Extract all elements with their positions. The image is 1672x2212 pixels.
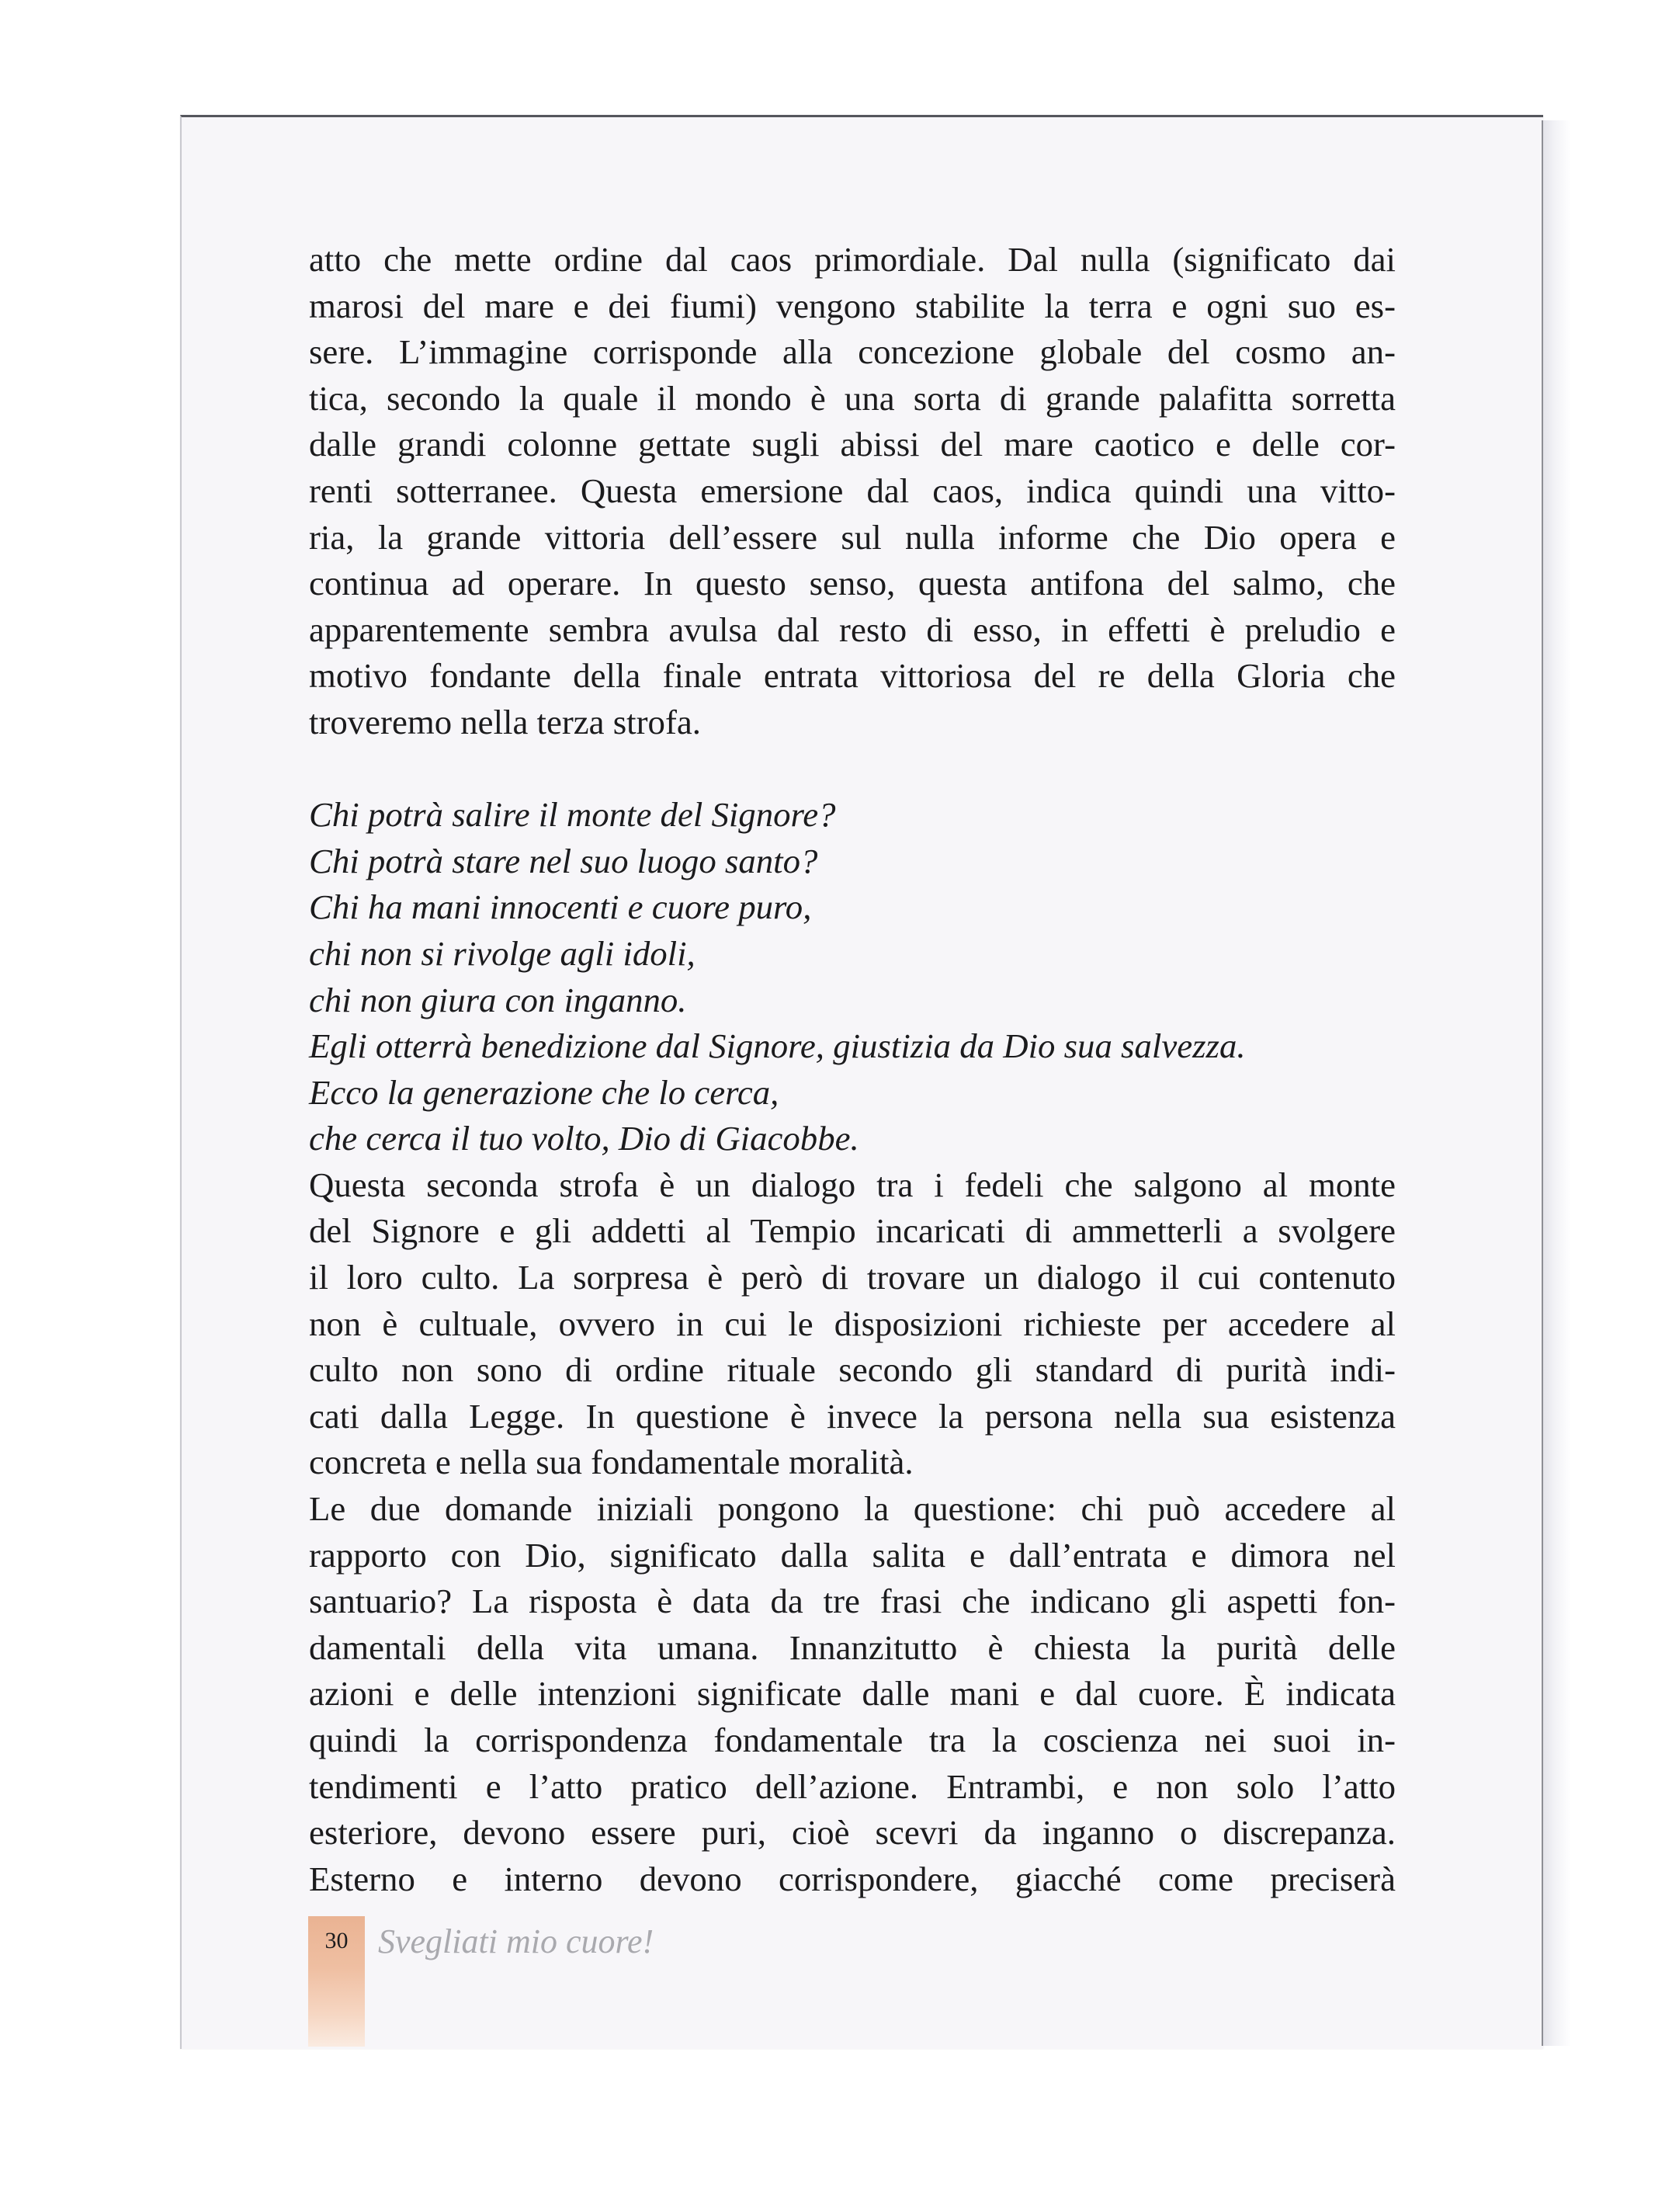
text-line: del Signore e gli addetti al Tempio incaricati di ammetterli a svolgere — [309, 1211, 1396, 1251]
text-line: sere. L’immagine corrisponde alla concezione globale del cosmo an- — [309, 332, 1396, 372]
text-line: Esterno e interno devono corrispondere, giacché come preciserà — [309, 1859, 1396, 1898]
psalm-verse-line: Chi potrà stare nel suo luogo santo? — [309, 841, 818, 880]
paragraph-gap — [309, 746, 1396, 793]
running-title: Svegliati mio cuore! — [378, 1922, 654, 1960]
text-line: dalle grandi colonne gettate sugli abissi del mare caotico e delle cor- — [309, 425, 1396, 464]
psalm-verse-line: Ecco la generazione che lo cerca, — [309, 1072, 779, 1112]
text-line: culto non sono di ordine rituale secondo gli standard di purità indi- — [309, 1350, 1396, 1390]
text-line: renti sotterranee. Questa emersione dal caos, indica quindi una vitto- — [309, 471, 1396, 510]
text-line: cati dalla Legge. In questione è invece la persona nella sua esistenza — [309, 1396, 1396, 1436]
text-line: damentali della vita umana. Innanzitutto è chiesta la purità delle — [309, 1627, 1396, 1667]
text-line: concreta e nella sua fondamentale moralità. — [309, 1443, 914, 1482]
text-line: apparentemente sembra avulsa dal resto di esso, in effetti è preludio e — [309, 609, 1396, 649]
psalm-verse-line: Egli otterrà benedizione dal Signore, giustizia da Dio sua salvezza. — [309, 1026, 1246, 1066]
text-line: motivo fondante della finale entrata vittoriosa del re della Gloria che — [309, 656, 1396, 696]
psalm-verse-line: chi non giura con inganno. — [309, 980, 687, 1019]
text-line: marosi del mare e dei fiumi) vengono stabilite la terra e ogni suo es- — [309, 286, 1396, 325]
text-line: azioni e delle intenzioni significate dalle mani e dal cuore. È indicata — [309, 1674, 1396, 1714]
text-line: tica, secondo la quale il mondo è una sorta di grande palafitta sorretta — [309, 378, 1396, 418]
psalm-verse-line: che cerca il tuo volto, Dio di Giacobbe. — [309, 1119, 859, 1158]
page-number: 30 — [324, 1928, 349, 1953]
text-line: atto che mette ordine dal caos primordiale. Dal nulla (significato dai — [309, 240, 1396, 279]
page-edge-shadow — [1542, 120, 1571, 2046]
text-line: ria, la grande vittoria dell’essere sul nulla informe che Dio opera e — [309, 517, 1396, 557]
text-line: quindi la corrispondenza fondamentale tra la coscienza nei suoi in- — [309, 1721, 1396, 1759]
body-text — [309, 237, 1396, 1902]
text-line: troveremo nella terza strofa. — [309, 702, 701, 741]
text-line: tendimenti e l’atto pratico dell’azione. Entrambi, e non solo l’atto — [309, 1766, 1396, 1806]
text-line: continua ad operare. In questo senso, questa antifona del salmo, che — [309, 564, 1396, 603]
text-line: santuario? La risposta è data da tre frasi che indicano gli aspetti fon- — [309, 1582, 1396, 1621]
psalm-verse-line: Chi ha mani innocenti e cuore puro, — [309, 887, 812, 927]
psalm-verse-line: chi non si rivolge agli idoli, — [309, 933, 696, 973]
text-line: rapporto con Dio, significato dalla salita e dall’entrata e dimora nel — [309, 1535, 1396, 1575]
text-line: non è cultuale, ovvero in cui le disposizioni richieste per accedere al — [309, 1304, 1396, 1343]
text-line: esteriore, devono essere puri, cioè scevri da inganno o discrepanza. — [309, 1813, 1396, 1853]
text-line: Le due domande iniziali pongono la questione: chi può accedere al — [309, 1489, 1396, 1529]
text-line: Questa seconda strofa è un dialogo tra i fedeli che salgono al monte — [309, 1165, 1396, 1204]
psalm-verse-line: Chi potrà salire il monte del Signore? — [309, 795, 836, 835]
text-line: il loro culto. La sorpresa è però di trovare un dialogo il cui contenuto — [309, 1258, 1396, 1297]
